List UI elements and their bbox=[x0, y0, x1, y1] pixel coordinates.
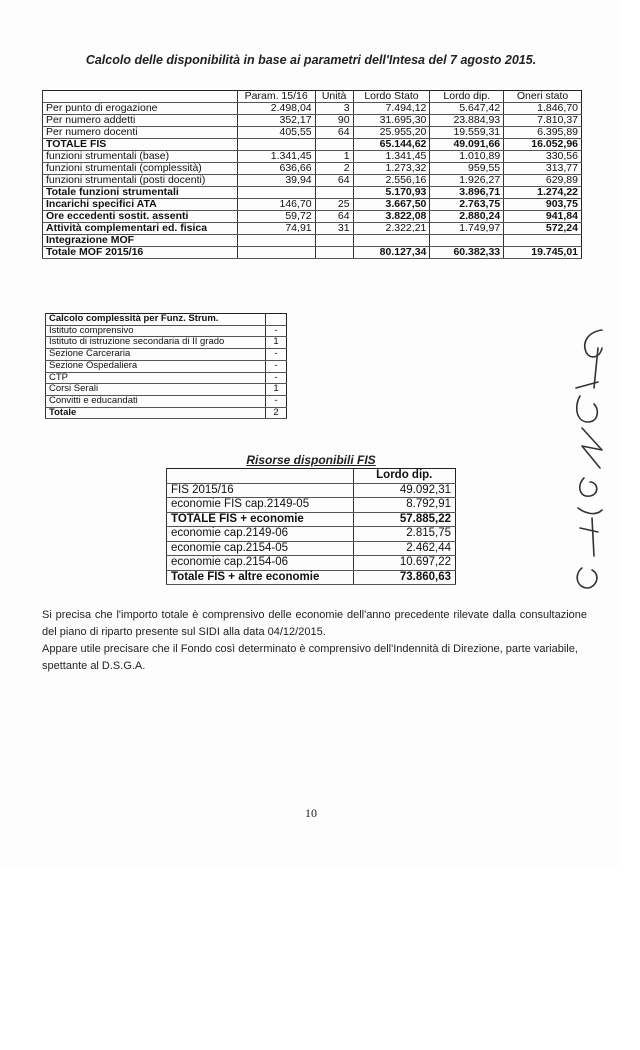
table-row bbox=[46, 395, 287, 407]
row-label: TOTALE FIS + economie bbox=[167, 512, 354, 527]
table-cell: 352,17 bbox=[237, 115, 315, 127]
row-label: Ore eccedenti sostit. assenti bbox=[43, 211, 238, 223]
table-cell: 405,55 bbox=[237, 127, 315, 139]
table-cell: 10.697,22 bbox=[353, 556, 455, 571]
table-cell: 90 bbox=[315, 115, 353, 127]
handwritten-signature bbox=[536, 318, 616, 618]
table-header-row bbox=[43, 91, 582, 103]
table-cell bbox=[353, 235, 430, 247]
table-cell: 25.955,20 bbox=[353, 127, 430, 139]
table-title: Calcolo complessità per Funz. Strum. bbox=[46, 314, 266, 326]
table-row bbox=[46, 384, 287, 396]
total-row bbox=[167, 570, 456, 585]
table-row bbox=[43, 127, 582, 139]
table-cell: 1.274,22 bbox=[504, 187, 582, 199]
row-label: FIS 2015/16 bbox=[167, 483, 354, 498]
table-cell bbox=[315, 235, 353, 247]
table-cell: 64 bbox=[315, 211, 353, 223]
table-cell: 1 bbox=[266, 337, 287, 349]
table-cell: 49.091,66 bbox=[430, 139, 504, 151]
row-label: Sezione Ospedaliera bbox=[46, 360, 266, 372]
table-cell bbox=[315, 187, 353, 199]
header-cell: Lordo dip. bbox=[353, 469, 455, 484]
table-cell: 19.559,31 bbox=[430, 127, 504, 139]
header-cell: Unità bbox=[315, 91, 353, 103]
table-cell: - bbox=[266, 395, 287, 407]
table-cell: 2.556,16 bbox=[353, 175, 430, 187]
table-cell bbox=[315, 139, 353, 151]
total-row bbox=[43, 247, 582, 259]
table-cell: 1 bbox=[266, 384, 287, 396]
table-cell bbox=[266, 314, 287, 326]
fis-section-title: Risorse disponibili FIS bbox=[246, 453, 376, 467]
table-cell: 74,91 bbox=[237, 223, 315, 235]
header-cell: Param. 15/16 bbox=[237, 91, 315, 103]
row-label: funzioni strumentali (posti docenti) bbox=[43, 175, 238, 187]
table-row bbox=[43, 235, 582, 247]
table-cell: 5.647,42 bbox=[430, 103, 504, 115]
table-cell: 959,55 bbox=[430, 163, 504, 175]
row-label: Sezione Carceraria bbox=[46, 349, 266, 361]
table-cell: 2.880,24 bbox=[430, 211, 504, 223]
table-cell: 2 bbox=[266, 407, 287, 419]
table-cell: 31 bbox=[315, 223, 353, 235]
header-cell: Lordo Stato bbox=[353, 91, 430, 103]
table-cell: 941,84 bbox=[504, 211, 582, 223]
table-cell: 57.885,22 bbox=[353, 512, 455, 527]
table-row bbox=[46, 325, 287, 337]
total-row bbox=[43, 139, 582, 151]
row-label: Totale FIS + altre economie bbox=[167, 570, 354, 585]
table-cell: 3 bbox=[315, 103, 353, 115]
table-row bbox=[167, 498, 456, 513]
table-cell: 629,89 bbox=[504, 175, 582, 187]
row-label: Corsi Serali bbox=[46, 384, 266, 396]
header-cell bbox=[167, 469, 354, 484]
table-cell: 313,77 bbox=[504, 163, 582, 175]
complexity-table bbox=[45, 313, 287, 419]
table-cell: 1.846,70 bbox=[504, 103, 582, 115]
table-cell: - bbox=[266, 360, 287, 372]
table-cell: 1.341,45 bbox=[353, 151, 430, 163]
total-row bbox=[46, 407, 287, 419]
table-cell: 65.144,62 bbox=[353, 139, 430, 151]
table-cell: 59,72 bbox=[237, 211, 315, 223]
table-cell: 1.926,27 bbox=[430, 175, 504, 187]
table-row bbox=[167, 527, 456, 542]
mof-calculation-table bbox=[42, 90, 582, 259]
table-cell: 572,24 bbox=[504, 223, 582, 235]
table-cell bbox=[237, 139, 315, 151]
paragraph-indennita: Appare utile precisare che il Fondo così determinato è comprensivo dell'Indennità di Direzione, parte variabile, spettante al D.S.G.A. bbox=[42, 643, 578, 672]
table-cell: 73.860,63 bbox=[353, 570, 455, 585]
table-cell: 60.382,33 bbox=[430, 247, 504, 259]
table-cell bbox=[237, 247, 315, 259]
row-label: Totale MOF 2015/16 bbox=[43, 247, 238, 259]
paragraph-economie: Si precisa che l'importo totale è comprensivo delle economie dell'anno precedente rilevate dalla consultazione del piano di riparto presente sul SIDI alla data 04/12/2015. bbox=[42, 609, 587, 638]
row-label: economie cap.2154-06 bbox=[167, 556, 354, 571]
table-row bbox=[167, 483, 456, 498]
table-cell: - bbox=[266, 372, 287, 384]
table-cell: 2.498,04 bbox=[237, 103, 315, 115]
table-cell: - bbox=[266, 349, 287, 361]
table-cell: 7.810,37 bbox=[504, 115, 582, 127]
row-label: Istituto di istruzione secondaria di II grado bbox=[46, 337, 266, 349]
table-header-row bbox=[167, 469, 456, 484]
header-cell bbox=[43, 91, 238, 103]
row-label: Istituto comprensivo bbox=[46, 325, 266, 337]
table-row bbox=[43, 199, 582, 211]
table-cell bbox=[237, 235, 315, 247]
row-label: Incarichi specifici ATA bbox=[43, 199, 238, 211]
table-row bbox=[43, 211, 582, 223]
table-cell: 3.667,50 bbox=[353, 199, 430, 211]
table-row bbox=[43, 103, 582, 115]
row-label: economie cap.2149-06 bbox=[167, 527, 354, 542]
table-row bbox=[167, 541, 456, 556]
table-row bbox=[43, 151, 582, 163]
page-heading: Calcolo delle disponibilità in base ai parametri dell'Intesa del 7 agosto 2015. bbox=[85, 53, 537, 67]
table-cell: 2.763,75 bbox=[430, 199, 504, 211]
table-cell bbox=[315, 247, 353, 259]
row-label: funzioni strumentali (base) bbox=[43, 151, 238, 163]
table-cell: 2 bbox=[315, 163, 353, 175]
table-cell: 636,66 bbox=[237, 163, 315, 175]
table-cell: 23.884,93 bbox=[430, 115, 504, 127]
table-row bbox=[46, 360, 287, 372]
row-label: economie FIS cap.2149-05 bbox=[167, 498, 354, 513]
table-cell: 19.745,01 bbox=[504, 247, 582, 259]
table-cell: 1.749,97 bbox=[430, 223, 504, 235]
table-cell: - bbox=[266, 325, 287, 337]
table-cell: 1.273,32 bbox=[353, 163, 430, 175]
table-cell: 25 bbox=[315, 199, 353, 211]
table-cell: 3.822,08 bbox=[353, 211, 430, 223]
table-cell: 7.494,12 bbox=[353, 103, 430, 115]
row-label: Per numero docenti bbox=[43, 127, 238, 139]
total-row bbox=[43, 187, 582, 199]
table-row bbox=[46, 349, 287, 361]
table-header-row bbox=[46, 314, 287, 326]
total-row bbox=[167, 512, 456, 527]
row-label: funzioni strumentali (complessità) bbox=[43, 163, 238, 175]
table-cell: 146,70 bbox=[237, 199, 315, 211]
table-cell: 31.695,30 bbox=[353, 115, 430, 127]
table-row bbox=[46, 337, 287, 349]
row-label: TOTALE FIS bbox=[43, 139, 238, 151]
table-cell bbox=[237, 187, 315, 199]
table-cell: 39,94 bbox=[237, 175, 315, 187]
table-cell bbox=[504, 235, 582, 247]
row-label: economie cap.2154-05 bbox=[167, 541, 354, 556]
page-number: 10 bbox=[305, 806, 317, 820]
table-cell: 6.395,89 bbox=[504, 127, 582, 139]
table-cell: 2.322,21 bbox=[353, 223, 430, 235]
row-label: Convitti e educandati bbox=[46, 395, 266, 407]
table-row bbox=[43, 115, 582, 127]
table-cell: 16.052,96 bbox=[504, 139, 582, 151]
table-cell: 330,56 bbox=[504, 151, 582, 163]
table-cell: 3.896,71 bbox=[430, 187, 504, 199]
table-cell bbox=[430, 235, 504, 247]
table-cell: 1 bbox=[315, 151, 353, 163]
table-row bbox=[46, 372, 287, 384]
table-row bbox=[43, 175, 582, 187]
row-label: Per numero addetti bbox=[43, 115, 238, 127]
fis-resources-table bbox=[166, 468, 456, 585]
row-label: Per punto di erogazione bbox=[43, 103, 238, 115]
row-label: CTP bbox=[46, 372, 266, 384]
row-label: Attività complementari ed. fisica bbox=[43, 223, 238, 235]
table-cell: 5.170,93 bbox=[353, 187, 430, 199]
header-cell: Lordo dip. bbox=[430, 91, 504, 103]
table-cell: 2.462,44 bbox=[353, 541, 455, 556]
table-cell: 49.092,31 bbox=[353, 483, 455, 498]
row-label: Integrazione MOF bbox=[43, 235, 238, 247]
row-label: Totale funzioni strumentali bbox=[43, 187, 238, 199]
table-cell: 64 bbox=[315, 175, 353, 187]
table-cell: 80.127,34 bbox=[353, 247, 430, 259]
table-row bbox=[43, 163, 582, 175]
table-cell: 903,75 bbox=[504, 199, 582, 211]
table-cell: 8.792,91 bbox=[353, 498, 455, 513]
row-label: Totale bbox=[46, 407, 266, 419]
table-row bbox=[167, 556, 456, 571]
table-cell: 64 bbox=[315, 127, 353, 139]
table-cell: 2.815,75 bbox=[353, 527, 455, 542]
header-cell: Oneri stato bbox=[504, 91, 582, 103]
table-cell: 1.341,45 bbox=[237, 151, 315, 163]
table-row bbox=[43, 223, 582, 235]
table-cell: 1.010,89 bbox=[430, 151, 504, 163]
